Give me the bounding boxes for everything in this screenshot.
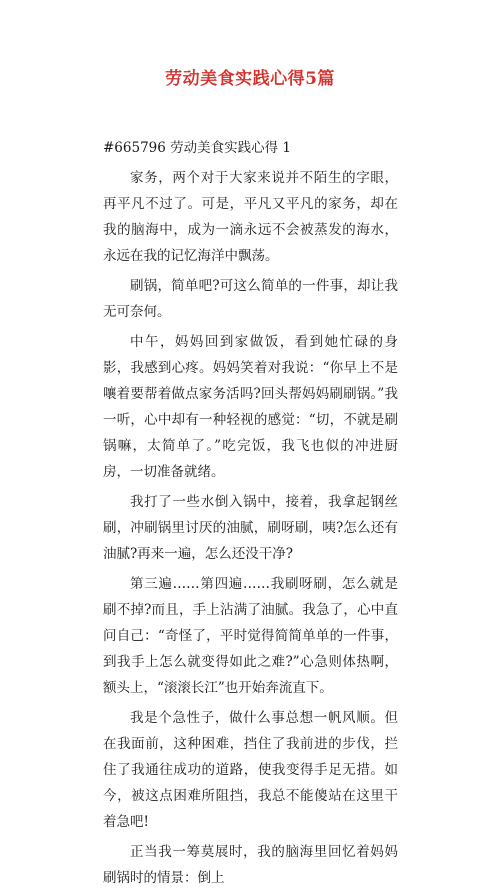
paragraph: 家务，两个对于大家来说并不陌生的字眼，再平凡不过了。可是，平凡又平凡的家务，却在我的脑海中，成为一滴永远不会被蒸发的海水，永远在我的记忆海洋中飘荡。 <box>103 170 398 264</box>
section-heading: #665796 劳动美食实践心得 1 <box>103 140 292 156</box>
document-title: 劳动美食实践心得5篇 <box>165 69 335 89</box>
paragraph: 刷锅，简单吧?可这么简单的一件事，却让我无可奈何。 <box>103 278 398 320</box>
paragraph: 我是个急性子，做什么事总想一帆风顺。但在我面前，这种困难，挡住了我前进的步伐，拦住了我通往成功的道路，使我变得手足无措。如今，被这点困难所阻挡，我总不能傻站在这里干着急吧! <box>103 710 398 830</box>
document-body <box>103 135 398 891</box>
paragraph: 第三遍……第四遍……我刷呀刷，怎么就是刷不掉?而且，手上沾满了油腻。我急了，心中直问自己：“奇怪了，平时觉得简简单单的一件事，到我手上怎么就变得如此之难?”心急则体热啊，额头上，“滚滚长江”也开始奔流直下。 <box>103 576 398 696</box>
paragraph: 中午，妈妈回到家做饭，看到她忙碌的身影，我感到心疼。妈妈笑着对我说：“你早上不是嚷着要帮着做点家务活吗?回头帮妈妈刷刷锅。”我一听，心中却有一种轻视的感觉：“切，不就是刷锅嘛，太简单了。”吃完饭，我飞也似的冲进厨房，一切准备就绪。 <box>103 334 398 480</box>
paragraph: 我打了一些水倒入锅中，接着，我拿起钢丝刷，冲刷锅里讨厌的油腻，刷呀刷，咦?怎么还有油腻?再来一遍，怎么还没干净? <box>103 494 398 562</box>
paragraph: 正当我一筹莫展时，我的脑海里回忆着妈妈刷锅时的情景：倒上 <box>103 844 398 886</box>
